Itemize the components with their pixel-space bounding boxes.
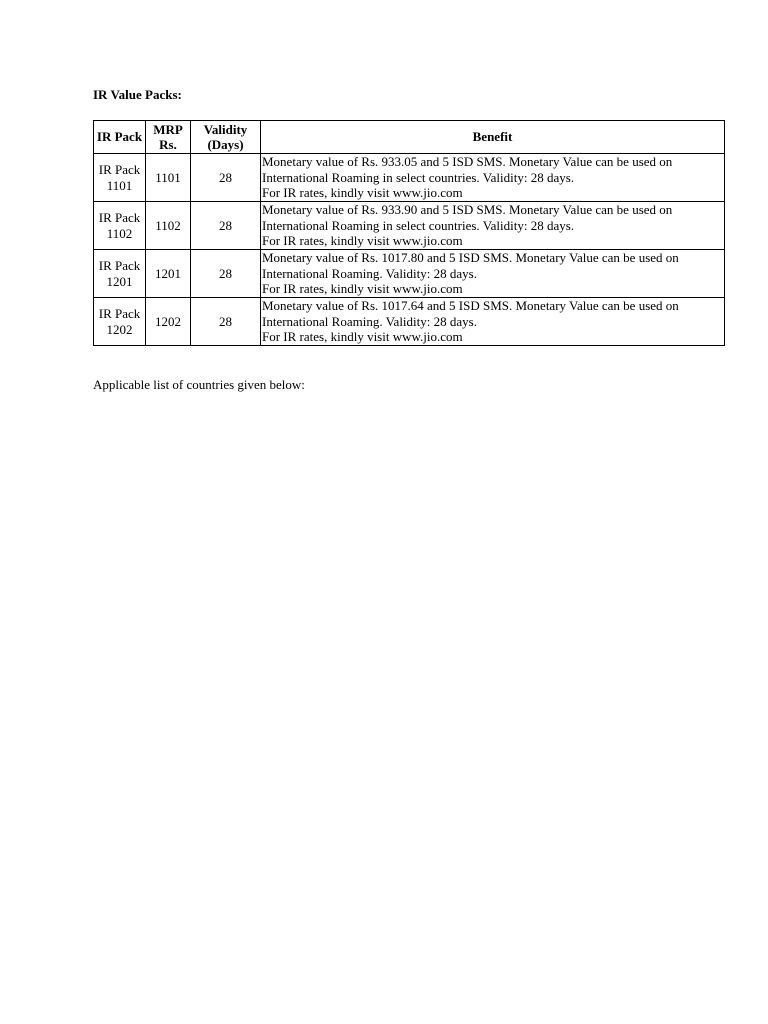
cell-benefit	[261, 298, 725, 346]
table-row	[94, 202, 725, 250]
benefit-line: Monetary value of Rs. 1017.80 and 5 ISD SMS. Monetary Value can be used on	[262, 250, 679, 266]
cell-mrp: 1102	[146, 202, 191, 250]
benefit-line: International Roaming. Validity: 28 days.	[262, 313, 477, 329]
table-row	[94, 250, 725, 298]
cell-ir-pack: IR Pack 1201	[94, 250, 146, 298]
cell-validity: 28	[191, 298, 261, 346]
header-validity: Validity (Days)	[191, 121, 261, 154]
table-row	[94, 298, 725, 346]
cell-mrp: 1101	[146, 154, 191, 202]
cell-ir-pack: IR Pack 1101	[94, 154, 146, 202]
header-benefit: Benefit	[261, 121, 725, 154]
benefit-line: Monetary value of Rs. 933.05 and 5 ISD SMS. Monetary Value can be used on	[262, 154, 673, 170]
table-header-row	[94, 121, 725, 154]
cell-ir-pack: IR Pack 1202	[94, 298, 146, 346]
header-mrp: MRP Rs.	[146, 121, 191, 154]
cell-validity: 28	[191, 202, 261, 250]
benefit-line: International Roaming in select countries. Validity: 28 days.	[262, 217, 575, 233]
benefit-line: International Roaming. Validity: 28 days.	[262, 265, 477, 281]
benefit-line: For IR rates, kindly visit www.jio.com	[262, 185, 463, 201]
table-row	[94, 154, 725, 202]
benefit-line: For IR rates, kindly visit www.jio.com	[262, 233, 463, 249]
cell-ir-pack: IR Pack 1102	[94, 202, 146, 250]
cell-benefit	[261, 202, 725, 250]
benefit-line: Monetary value of Rs. 1017.64 and 5 ISD SMS. Monetary Value can be used on	[262, 298, 679, 314]
benefit-line: Monetary value of Rs. 933.90 and 5 ISD SMS. Monetary Value can be used on	[262, 202, 673, 218]
benefit-line: For IR rates, kindly visit www.jio.com	[262, 281, 463, 297]
cell-mrp: 1201	[146, 250, 191, 298]
cell-validity: 28	[191, 250, 261, 298]
benefit-line: For IR rates, kindly visit www.jio.com	[262, 329, 463, 345]
countries-note: Applicable list of countries given below:	[93, 377, 305, 392]
benefit-line: International Roaming in select countries. Validity: 28 days.	[262, 169, 575, 185]
cell-validity: 28	[191, 154, 261, 202]
ir-packs-table	[93, 120, 725, 346]
cell-mrp: 1202	[146, 298, 191, 346]
section-heading: IR Value Packs:	[93, 87, 182, 102]
cell-benefit	[261, 250, 725, 298]
cell-benefit	[261, 154, 725, 202]
header-ir-pack: IR Pack	[94, 121, 146, 154]
